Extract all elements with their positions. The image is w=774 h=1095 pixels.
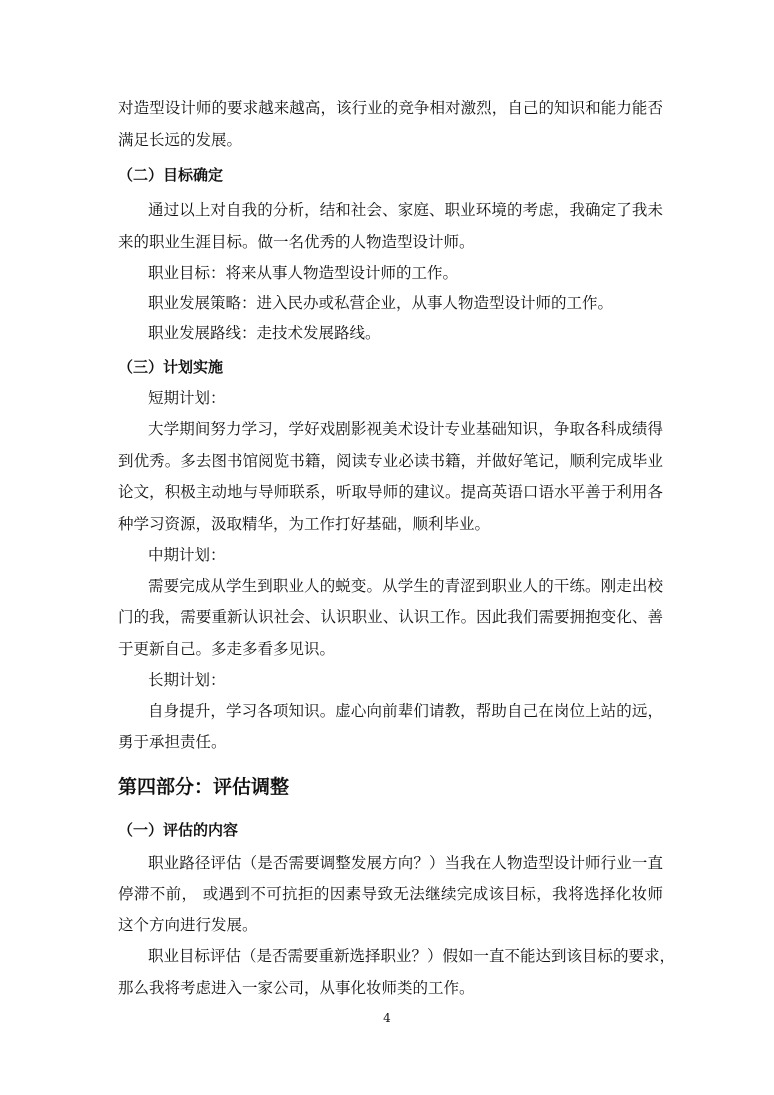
paragraph-line: 停滞不前， 或遇到不可抗拒的因素导致无法继续完成该目标，我将选择化妆师 <box>118 885 663 903</box>
paragraph-line: 短期计划： <box>148 389 226 407</box>
paragraph-line: 到优秀。多去图书馆阅览书籍，阅读专业必读书籍，并做好笔记，顺利完成毕业 <box>118 452 663 470</box>
paragraph-line: 职业目标评估（是否需要重新选择职业？）假如一直不能达到该目标的要求， <box>148 947 676 965</box>
paragraph-line: 职业路径评估（是否需要调整发展方向？）当我在人物造型设计师行业一直 <box>148 854 663 872</box>
page-number: 4 <box>383 1011 391 1025</box>
paragraph-line: 需要完成从学生到职业人的蜕变。从学生的青涩到职业人的干练。刚走出校 <box>148 577 663 595</box>
paragraph-line: 通过以上对自我的分析，结和社会、家庭、职业环境的考虑，我确定了我未 <box>148 201 663 219</box>
paragraph-line: 对造型设计师的要求越来越高，该行业的竞争相对激烈，自己的知识和能力能否 <box>118 99 663 117</box>
subheading-eval: （一）评估的内容 <box>118 821 239 839</box>
paragraph-line: 职业发展策略：进入民办或私营企业，从事人物造型设计师的工作。 <box>148 294 614 312</box>
paragraph-line: 论文，积极主动地与导师联系，听取导师的建议。提高英语口语水平善于利用各 <box>118 483 663 501</box>
paragraph-line: 来的职业生涯目标。做一名优秀的人物造型设计师。 <box>118 233 475 251</box>
paragraph-line: 大学期间努力学习，学好戏剧影视美术设计专业基础知识，争取各科成绩得 <box>148 420 663 438</box>
paragraph-line: 那么我将考虑进入一家公司，从事化妆师类的工作。 <box>118 979 475 997</box>
paragraph-line: 这个方向进行发展。 <box>118 916 258 934</box>
paragraph-line: 中期计划： <box>148 546 226 564</box>
paragraph-line: 满足长远的发展。 <box>118 131 243 149</box>
subheading-goal: （二）目标确定 <box>118 166 224 184</box>
paragraph-line: 自身提升，学习各项知识。虚心向前辈们请教，帮助自己在岗位上站的远， <box>148 702 663 720</box>
paragraph-line: 勇于承担责任。 <box>118 733 227 751</box>
paragraph-line: 职业目标：将来从事人物造型设计师的工作。 <box>148 264 459 282</box>
paragraph-line: 门的我，需要重新认识社会、认识职业、认识工作。因此我们需要拥抱变化、善 <box>118 608 663 626</box>
paragraph-line: 长期计划： <box>148 671 226 689</box>
paragraph-line: 种学习资源，汲取精华，为工作打好基础，顺利毕业。 <box>118 515 491 533</box>
section-heading: 第四部分：评估调整 <box>118 776 290 798</box>
paragraph-line: 职业发展路线：走技术发展路线。 <box>148 324 381 342</box>
paragraph-line: 于更新自己。多走多看多见识。 <box>118 640 336 658</box>
subheading-plan: （三）计划实施 <box>118 358 224 376</box>
